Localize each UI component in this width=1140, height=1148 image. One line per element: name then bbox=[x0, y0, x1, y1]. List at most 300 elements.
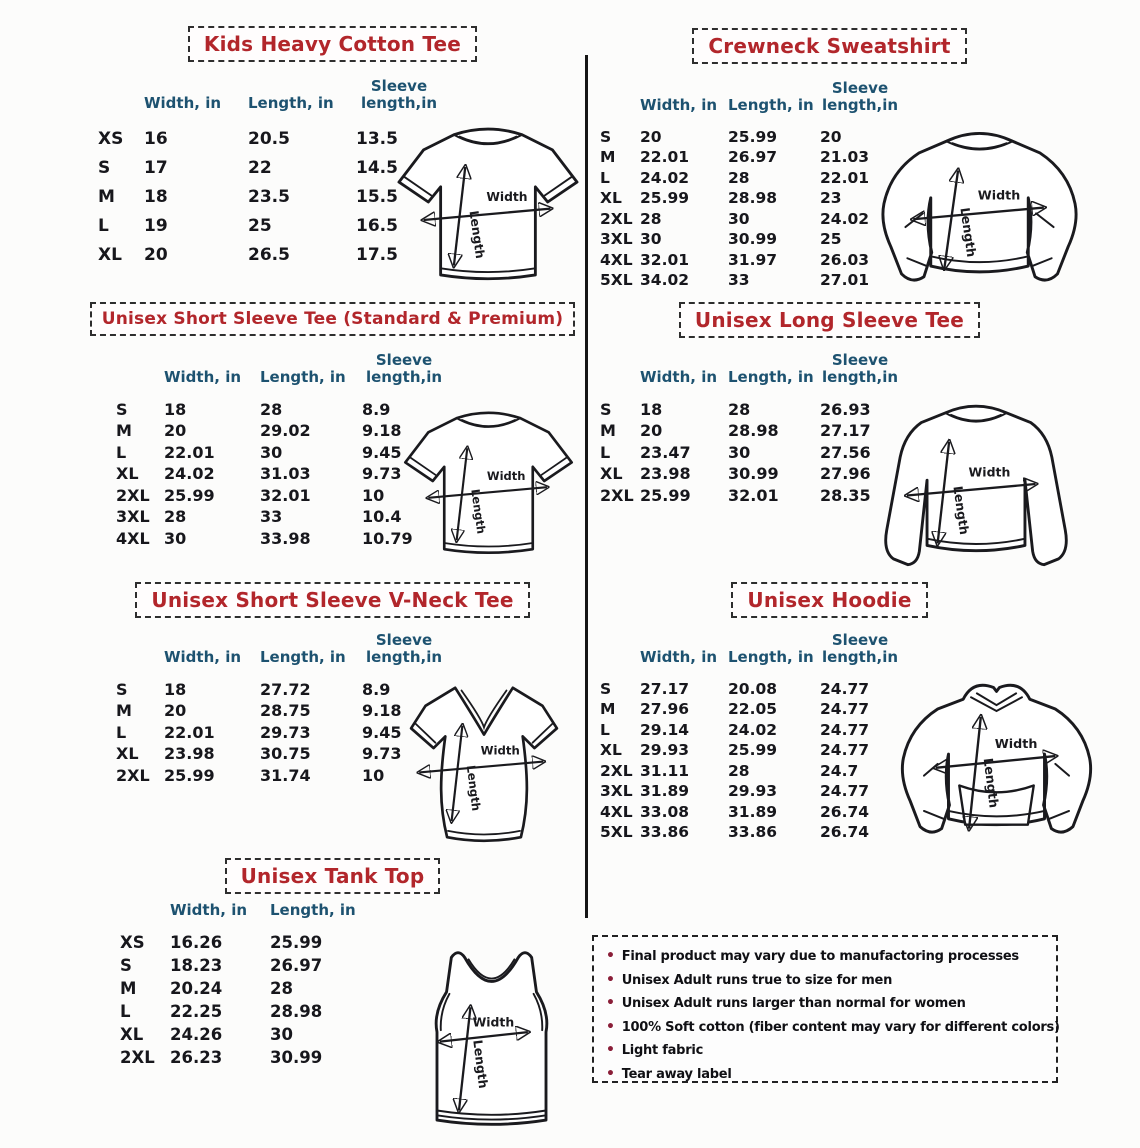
size-value: 24.7 bbox=[820, 761, 859, 780]
size-label: L bbox=[98, 216, 109, 236]
size-label: XL bbox=[116, 744, 139, 764]
size-value: 29.73 bbox=[260, 722, 311, 742]
size-label: XL bbox=[120, 1025, 144, 1045]
size-row bbox=[600, 229, 900, 250]
long-sleeve-size-table bbox=[600, 352, 900, 506]
size-label: XL bbox=[600, 464, 623, 484]
size-value: 28 bbox=[164, 507, 187, 527]
size-label: S bbox=[600, 127, 612, 146]
size-value: 9.73 bbox=[362, 464, 402, 484]
size-label: 5XL bbox=[600, 271, 633, 290]
section-title-text: Unisex Short Sleeve V-Neck Tee bbox=[151, 588, 514, 612]
corner-cell bbox=[600, 80, 640, 127]
size-label: M bbox=[600, 700, 616, 719]
size-value: 28.98 bbox=[270, 1002, 323, 1022]
tank-top-size-table bbox=[120, 902, 368, 1069]
size-row bbox=[600, 250, 900, 271]
size-row bbox=[600, 209, 900, 230]
length-arrow-label: Length bbox=[468, 488, 489, 535]
size-value: 31.74 bbox=[260, 765, 311, 785]
size-row bbox=[116, 463, 446, 485]
size-value: 30 bbox=[164, 528, 187, 548]
size-value: 27.17 bbox=[820, 421, 871, 441]
size-value: 24.26 bbox=[170, 1025, 223, 1045]
short-sleeve-tee-illustration bbox=[393, 112, 583, 292]
size-label: 2XL bbox=[600, 485, 634, 505]
size-value: 8.9 bbox=[362, 679, 391, 699]
size-row bbox=[600, 420, 900, 442]
size-value: 27.17 bbox=[640, 679, 690, 698]
size-value: 31.89 bbox=[640, 782, 690, 801]
section-unisex-tank-top bbox=[80, 858, 585, 1140]
size-value: 20 bbox=[164, 421, 187, 441]
size-value: 27.01 bbox=[820, 271, 870, 290]
size-value: 30 bbox=[728, 209, 750, 228]
header-row bbox=[116, 352, 446, 399]
size-value: 9.18 bbox=[362, 701, 402, 721]
note-item: • Unisex Adult runs larger than normal for women bbox=[606, 992, 1044, 1016]
size-value: 27.72 bbox=[260, 679, 311, 699]
size-value: 25.99 bbox=[164, 765, 215, 785]
size-row bbox=[600, 781, 900, 802]
size-label: XL bbox=[98, 245, 122, 265]
vneck-tee-illustration bbox=[390, 668, 578, 848]
size-value: 24.77 bbox=[820, 720, 870, 739]
size-value: 21.03 bbox=[820, 148, 870, 167]
size-row bbox=[600, 463, 900, 485]
note-item: • Unisex Adult runs true to size for men bbox=[606, 969, 1044, 993]
size-label: S bbox=[98, 158, 111, 178]
length-arrow-label: Length bbox=[950, 484, 973, 536]
size-value: 20 bbox=[640, 127, 662, 146]
size-label: 2XL bbox=[600, 761, 633, 780]
size-value: 9.45 bbox=[362, 442, 402, 462]
size-value: 22.25 bbox=[170, 1002, 223, 1022]
size-label: 4XL bbox=[600, 802, 633, 821]
size-value: 28 bbox=[270, 979, 293, 999]
title-row bbox=[80, 858, 585, 894]
size-value: 14.5 bbox=[356, 158, 398, 178]
size-value: 10.79 bbox=[362, 528, 413, 548]
size-value: 34.02 bbox=[640, 271, 690, 290]
size-row bbox=[600, 740, 900, 761]
size-value: 9.45 bbox=[362, 722, 402, 742]
section-title bbox=[135, 582, 529, 618]
size-row bbox=[600, 270, 900, 291]
size-label: S bbox=[600, 399, 612, 419]
size-value: 18.23 bbox=[170, 956, 223, 976]
column-header: Width, in bbox=[164, 368, 242, 387]
length-arrow-label: Length bbox=[979, 757, 1001, 809]
column-header: Sleeve length,in bbox=[821, 631, 899, 667]
size-value: 24.02 bbox=[640, 168, 690, 187]
size-value: 31.97 bbox=[728, 250, 778, 269]
size-value: 32.01 bbox=[728, 485, 779, 505]
title-row bbox=[80, 26, 585, 62]
column-header: Width, in bbox=[640, 368, 718, 387]
size-row bbox=[98, 183, 442, 212]
size-value: 10 bbox=[362, 485, 385, 505]
size-value: 25.99 bbox=[270, 933, 323, 953]
note-item: • 100% Soft cotton (fiber content may vary for different colors) bbox=[606, 1016, 1044, 1040]
size-value: 27.96 bbox=[640, 700, 690, 719]
size-value: 28 bbox=[728, 399, 751, 419]
size-value: 30 bbox=[728, 442, 751, 462]
size-label: 2XL bbox=[116, 765, 150, 785]
size-value: 26.93 bbox=[820, 399, 871, 419]
size-row bbox=[116, 420, 446, 442]
size-row bbox=[600, 761, 900, 782]
size-value: 25.99 bbox=[640, 189, 690, 208]
size-value: 15.5 bbox=[356, 187, 398, 207]
column-header: Length, in bbox=[728, 96, 814, 115]
size-value: 32.01 bbox=[640, 250, 690, 269]
column-header: Length, in bbox=[248, 94, 334, 113]
width-arrow-label: Width bbox=[994, 737, 1038, 753]
column-header: Width, in bbox=[640, 96, 718, 115]
section-unisex-short-sleeve-tee bbox=[80, 302, 585, 579]
header-row bbox=[120, 902, 368, 931]
size-value: 31.11 bbox=[640, 761, 690, 780]
width-arrow-label: Width bbox=[472, 1014, 515, 1030]
size-value: 28.75 bbox=[260, 701, 311, 721]
size-value: 22.01 bbox=[640, 148, 690, 167]
size-label: XS bbox=[98, 129, 124, 149]
size-label: L bbox=[600, 720, 610, 739]
size-value: 25.99 bbox=[728, 741, 778, 760]
size-value: 28.35 bbox=[820, 485, 871, 505]
size-value: 30 bbox=[640, 230, 662, 249]
size-value: 24.77 bbox=[820, 782, 870, 801]
size-value: 24.02 bbox=[728, 720, 778, 739]
size-label: 5XL bbox=[600, 823, 633, 842]
note-item: • Light fabric bbox=[606, 1039, 1044, 1063]
column-header: Length, in bbox=[270, 901, 356, 919]
size-value: 20 bbox=[164, 701, 187, 721]
size-row bbox=[116, 506, 446, 528]
size-value: 30.99 bbox=[728, 464, 779, 484]
size-row bbox=[120, 931, 368, 954]
size-value: 25 bbox=[820, 230, 842, 249]
size-value: 27.56 bbox=[820, 442, 871, 462]
size-label: 3XL bbox=[116, 507, 150, 527]
size-label: L bbox=[116, 722, 127, 742]
length-arrow-label: Length bbox=[957, 206, 980, 258]
size-label: L bbox=[600, 168, 610, 187]
size-row bbox=[98, 241, 442, 270]
section-title-text: Unisex Tank Top bbox=[240, 864, 425, 888]
size-label: S bbox=[120, 956, 132, 976]
corner-cell bbox=[98, 78, 144, 125]
section-unisex-vneck-tee bbox=[80, 582, 585, 856]
corner-cell bbox=[116, 632, 164, 679]
crewneck-size-table bbox=[600, 80, 900, 291]
size-value: 33 bbox=[260, 507, 283, 527]
column-header: Length, in bbox=[728, 368, 814, 387]
size-value: 16.5 bbox=[356, 216, 398, 236]
size-row bbox=[116, 528, 446, 550]
size-value: 31.03 bbox=[260, 464, 311, 484]
column-divider bbox=[585, 55, 588, 918]
size-value: 27.96 bbox=[820, 464, 871, 484]
column-header: Width, in bbox=[640, 648, 718, 667]
length-arrow-label: Length bbox=[466, 209, 488, 260]
section-title bbox=[692, 28, 966, 64]
column-header: Sleeve length,in bbox=[365, 351, 443, 387]
note-item: • Tear away label bbox=[606, 1063, 1044, 1087]
size-value: 9.73 bbox=[362, 744, 402, 764]
size-value: 28 bbox=[728, 168, 750, 187]
kids-tee-size-table bbox=[98, 78, 442, 270]
size-value: 20.08 bbox=[728, 679, 778, 698]
size-row bbox=[600, 699, 900, 720]
section-title bbox=[225, 858, 441, 894]
product-notes-list bbox=[606, 945, 1060, 1086]
size-row bbox=[116, 442, 446, 464]
size-value: 23.47 bbox=[640, 442, 691, 462]
size-value: 25.99 bbox=[728, 127, 778, 146]
size-label: 2XL bbox=[116, 485, 150, 505]
corner-cell bbox=[600, 632, 640, 679]
size-label: 4XL bbox=[116, 528, 150, 548]
size-value: 33.86 bbox=[728, 823, 778, 842]
size-value: 17 bbox=[144, 158, 168, 178]
size-value: 10 bbox=[362, 765, 385, 785]
size-value: 26.97 bbox=[728, 148, 778, 167]
tank-top-illustration bbox=[415, 942, 568, 1148]
size-value: 24.02 bbox=[820, 209, 870, 228]
section-title-text: Unisex Short Sleeve Tee (Standard & Premium) bbox=[101, 309, 564, 329]
size-row bbox=[120, 1046, 368, 1069]
size-value: 23.98 bbox=[164, 744, 215, 764]
column-header: Sleeve length,in bbox=[360, 77, 438, 113]
size-row bbox=[600, 802, 900, 823]
size-value: 20.24 bbox=[170, 979, 223, 999]
column-header: Width, in bbox=[144, 94, 222, 113]
column-header: Sleeve length,in bbox=[821, 79, 899, 115]
section-crewneck-sweatshirt bbox=[592, 28, 1140, 300]
length-arrow-label: Length bbox=[470, 1038, 492, 1090]
size-label: S bbox=[116, 679, 128, 699]
column-header: Sleeve length,in bbox=[365, 631, 443, 667]
product-notes-box bbox=[592, 935, 1058, 1083]
title-row bbox=[80, 582, 585, 618]
size-label: XL bbox=[600, 741, 622, 760]
size-value: 30 bbox=[260, 442, 283, 462]
size-value: 22.01 bbox=[164, 442, 215, 462]
size-value: 33.98 bbox=[260, 528, 311, 548]
crewneck-sweatshirt-illustration bbox=[870, 112, 1089, 307]
long-sleeve-tee-illustration bbox=[860, 388, 1092, 580]
size-row bbox=[600, 127, 900, 148]
size-value: 9.18 bbox=[362, 421, 402, 441]
size-value: 30.75 bbox=[260, 744, 311, 764]
column-header: Width, in bbox=[164, 648, 242, 667]
size-value: 26.03 bbox=[820, 250, 870, 269]
column-header: Width, in bbox=[170, 901, 248, 919]
size-value: 13.5 bbox=[356, 129, 398, 149]
column-header: Sleeve length,in bbox=[821, 351, 899, 387]
size-value: 29.14 bbox=[640, 720, 690, 739]
size-value: 30.99 bbox=[270, 1048, 323, 1068]
size-label: M bbox=[600, 421, 616, 441]
size-row bbox=[116, 485, 446, 507]
size-value: 16 bbox=[144, 129, 168, 149]
size-label: 2XL bbox=[120, 1048, 155, 1068]
header-row bbox=[600, 80, 900, 127]
column-header: Length, in bbox=[260, 368, 346, 387]
size-value: 26.74 bbox=[820, 823, 870, 842]
size-row bbox=[120, 954, 368, 977]
size-value: 26.74 bbox=[820, 802, 870, 821]
size-value: 24.77 bbox=[820, 741, 870, 760]
header-row bbox=[600, 352, 900, 399]
size-row bbox=[98, 125, 442, 154]
size-value: 29.93 bbox=[728, 782, 778, 801]
note-item: • Final product may vary due to manufactoring processes bbox=[606, 945, 1044, 969]
size-row bbox=[600, 679, 900, 700]
size-value: 32.01 bbox=[260, 485, 311, 505]
length-arrow-label: Length bbox=[463, 764, 484, 812]
size-value: 19 bbox=[144, 216, 168, 236]
size-value: 23.5 bbox=[248, 187, 290, 207]
corner-cell bbox=[120, 902, 170, 931]
width-arrow-label: Width bbox=[480, 743, 520, 758]
section-title-text: Unisex Long Sleeve Tee bbox=[694, 308, 965, 332]
section-title-text: Crewneck Sweatshirt bbox=[708, 34, 951, 58]
size-value: 28.98 bbox=[728, 421, 779, 441]
width-arrow-label: Width bbox=[977, 187, 1021, 203]
size-value: 23.98 bbox=[640, 464, 691, 484]
size-value: 28.98 bbox=[728, 189, 778, 208]
size-label: 3XL bbox=[600, 782, 633, 801]
size-value: 24.02 bbox=[164, 464, 215, 484]
size-value: 26.5 bbox=[248, 245, 290, 265]
title-row bbox=[592, 28, 1067, 64]
size-value: 17.5 bbox=[356, 245, 398, 265]
size-value: 28 bbox=[640, 209, 662, 228]
column-header: Length, in bbox=[728, 648, 814, 667]
size-label: XL bbox=[116, 464, 139, 484]
hoodie-size-table bbox=[600, 632, 900, 843]
size-label: M bbox=[98, 187, 115, 207]
size-row bbox=[600, 485, 900, 507]
width-arrow-label: Width bbox=[486, 469, 526, 484]
size-value: 25.99 bbox=[640, 485, 691, 505]
size-label: M bbox=[600, 148, 616, 167]
size-value: 26.97 bbox=[270, 956, 323, 976]
section-unisex-long-sleeve-tee bbox=[592, 302, 1140, 579]
size-value: 8.9 bbox=[362, 399, 391, 419]
size-label: L bbox=[116, 442, 127, 462]
section-title bbox=[188, 26, 477, 62]
size-value: 28 bbox=[260, 399, 283, 419]
size-value: 22.01 bbox=[164, 722, 215, 742]
size-row bbox=[120, 1023, 368, 1046]
section-title bbox=[90, 302, 576, 336]
section-title bbox=[679, 302, 980, 338]
size-value: 16.26 bbox=[170, 933, 223, 953]
corner-cell bbox=[116, 352, 164, 399]
size-value: 22 bbox=[248, 158, 272, 178]
size-value: 25.99 bbox=[164, 485, 215, 505]
size-label: M bbox=[116, 421, 132, 441]
size-row bbox=[98, 212, 442, 241]
size-row bbox=[116, 399, 446, 421]
corner-cell bbox=[600, 352, 640, 399]
size-value: 20 bbox=[640, 421, 663, 441]
size-row bbox=[120, 977, 368, 1000]
size-value: 24.77 bbox=[820, 700, 870, 719]
size-label: M bbox=[116, 701, 132, 721]
size-value: 31.89 bbox=[728, 802, 778, 821]
size-value: 18 bbox=[640, 399, 663, 419]
size-value: 22.05 bbox=[728, 700, 778, 719]
size-value: 20 bbox=[820, 127, 842, 146]
column-header: Length, in bbox=[260, 648, 346, 667]
width-arrow-label: Width bbox=[968, 464, 1011, 480]
size-value: 25 bbox=[248, 216, 272, 236]
hoodie-illustration bbox=[888, 662, 1105, 858]
size-value: 26.23 bbox=[170, 1048, 223, 1068]
size-value: 29.02 bbox=[260, 421, 311, 441]
unisex-tee-size-table bbox=[116, 352, 446, 549]
size-value: 18 bbox=[144, 187, 168, 207]
size-value: 20.5 bbox=[248, 129, 290, 149]
size-value: 28 bbox=[728, 761, 750, 780]
header-row bbox=[600, 632, 900, 679]
size-value: 20 bbox=[144, 245, 168, 265]
size-value: 33.08 bbox=[640, 802, 690, 821]
size-label: M bbox=[120, 979, 137, 999]
section-title bbox=[731, 582, 927, 618]
size-value: 33 bbox=[728, 271, 750, 290]
size-value: 29.93 bbox=[640, 741, 690, 760]
section-unisex-hoodie bbox=[592, 582, 1140, 860]
size-label: 4XL bbox=[600, 250, 633, 269]
size-row bbox=[600, 188, 900, 209]
size-label: 2XL bbox=[600, 209, 633, 228]
size-label: S bbox=[116, 399, 128, 419]
size-row bbox=[98, 154, 442, 183]
size-value: 30 bbox=[270, 1025, 293, 1045]
size-label: 3XL bbox=[600, 230, 633, 249]
size-value: 24.77 bbox=[820, 679, 870, 698]
size-row bbox=[600, 720, 900, 741]
size-label: S bbox=[600, 679, 612, 698]
size-value: 18 bbox=[164, 399, 187, 419]
size-label: XL bbox=[600, 189, 622, 208]
size-row bbox=[600, 168, 900, 189]
size-value: 23 bbox=[820, 189, 842, 208]
section-title-text: Unisex Hoodie bbox=[747, 588, 912, 612]
size-value: 33.86 bbox=[640, 823, 690, 842]
size-value: 22.01 bbox=[820, 168, 870, 187]
short-sleeve-tee-illustration bbox=[400, 390, 577, 572]
title-row bbox=[592, 582, 1067, 618]
title-row bbox=[592, 302, 1067, 338]
size-row bbox=[120, 1000, 368, 1023]
section-kids-heavy-cotton-tee bbox=[80, 26, 585, 300]
width-arrow-label: Width bbox=[486, 190, 528, 205]
size-value: 18 bbox=[164, 679, 187, 699]
size-row bbox=[600, 822, 900, 843]
title-row bbox=[80, 302, 585, 336]
size-value: 10.4 bbox=[362, 507, 402, 527]
size-label: XS bbox=[120, 933, 145, 953]
header-row bbox=[98, 78, 442, 125]
size-value: 30.99 bbox=[728, 230, 778, 249]
